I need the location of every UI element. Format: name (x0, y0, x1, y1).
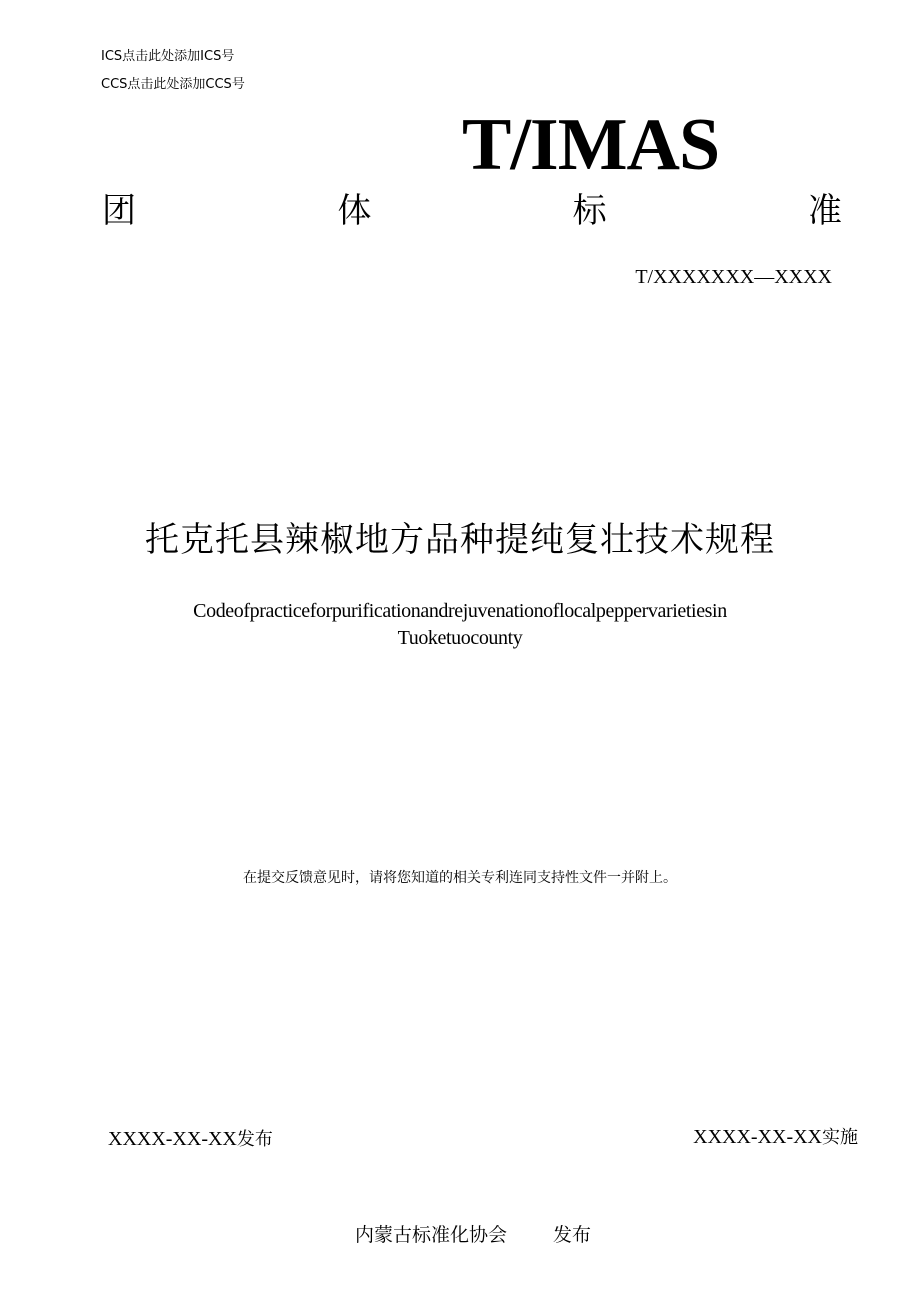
implementation-date-value: XXXX-XX-XX (693, 1126, 822, 1148)
publisher-name: 内蒙古标准化协会 (355, 1224, 508, 1246)
implementation-label: 实施 (822, 1127, 858, 1148)
ccs-number: CCS点击此处添加CCS号 (101, 77, 245, 92)
publisher (355, 1223, 591, 1247)
standard-type-char: 体 (337, 191, 372, 231)
title-en-line: Tuoketuocounty (397, 627, 523, 649)
document-title-cn: 托克托县辣椒地方品种提纯复壮技术规程 (145, 520, 775, 560)
document-title-en (0, 598, 920, 652)
standard-type-char: 准 (807, 191, 842, 231)
issue-date-value: XXXX-XX-XX (108, 1128, 237, 1150)
patent-notice: 在提交反馈意见时，请将您知道的相关专利连同支持性文件一并附上。 (243, 870, 677, 886)
standard-type-char: 标 (572, 191, 607, 231)
ics-number: ICS点击此处添加ICS号 (101, 49, 235, 64)
standard-type-char: 团 (102, 191, 136, 231)
standard-type (102, 191, 842, 231)
title-en-line: Codeofpracticeforpurificationandrejuvenationoflocalpeppervarietiesin (193, 600, 727, 622)
implementation-date (693, 1124, 858, 1150)
issue-date (108, 1126, 273, 1152)
publisher-action: 发布 (553, 1224, 592, 1246)
standard-logo: T/IMAS (462, 104, 720, 186)
issue-label: 发布 (236, 1129, 273, 1150)
standard-number: T/XXXXXXX—XXXX (635, 266, 832, 288)
